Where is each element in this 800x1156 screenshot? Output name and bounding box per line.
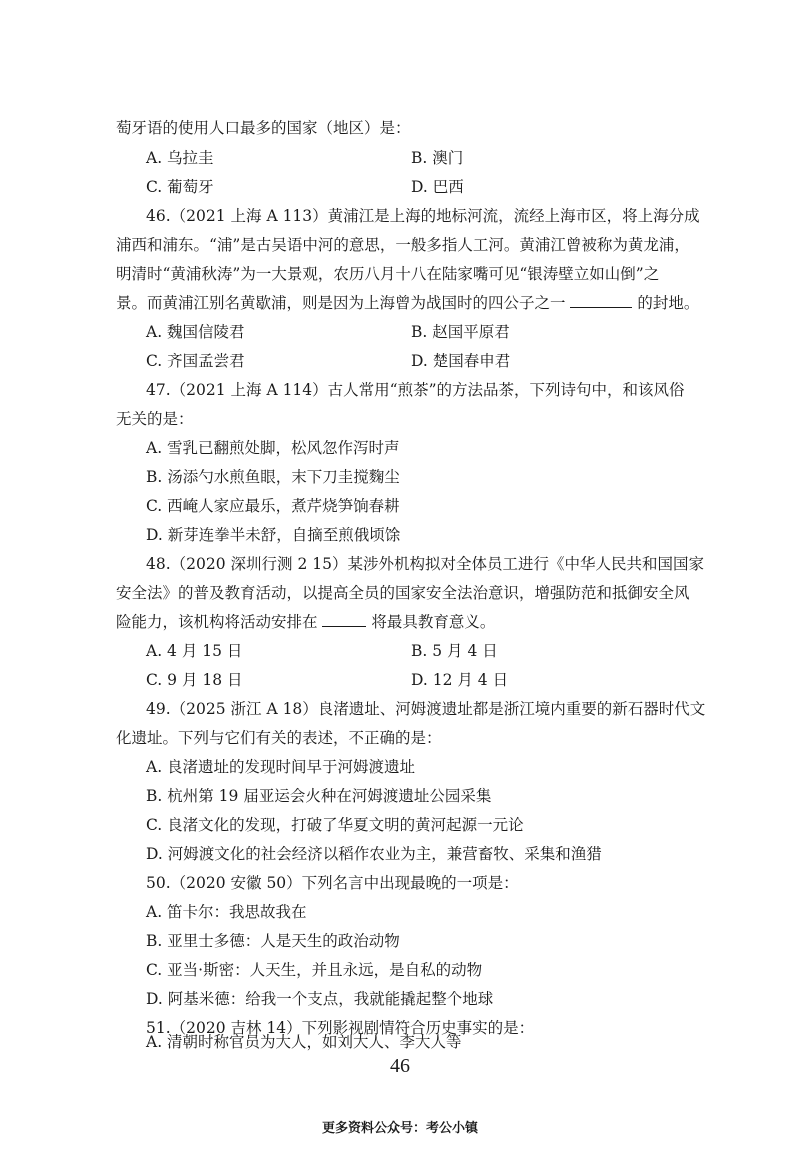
q46-option-b: B. 赵国平原君	[411, 323, 510, 341]
q46-option-c: C. 齐国孟尝君	[146, 352, 245, 370]
q48-option-c: C. 9 月 18 日	[146, 671, 243, 689]
q46-option-d: D. 楚国春申君	[411, 352, 511, 370]
q48-option-b: B. 5 月 4 日	[411, 642, 498, 660]
q49-stem-line1: 49.（2025 浙江 A 18）良渚遗址、河姆渡遗址都是浙江境内重要的新石器时代文	[146, 700, 706, 718]
q45-stem: 萄牙语的使用人口最多的国家（地区）是：	[116, 119, 411, 137]
q45-option-a: A. 乌拉圭	[146, 149, 214, 167]
q48-stem-line3-start: 险能力，该机构将活动安排在	[116, 613, 318, 631]
answer-blank	[570, 293, 632, 308]
footer-note: 更多资料公众号：考公小镇	[321, 1121, 478, 1136]
answer-blank	[322, 612, 366, 627]
q46-stem-line2: 浦西和浦东。“浦”是古吴语中河的意思，一般多指人工河。黄浦江曾被称为黄龙浦，	[116, 236, 690, 254]
q51-stem: 51.（2020 吉林 14）下列影视剧情符合历史事实的是：	[146, 1019, 535, 1037]
q46-stem-line4	[116, 293, 700, 313]
q50-option-c: C. 亚当·斯密：人天生，并且永远，是自私的动物	[146, 961, 483, 979]
q49-option-d: D. 河姆渡文化的社会经济以稻作农业为主，兼营畜牧、采集和渔猎	[146, 845, 602, 863]
q45-option-b: B. 澳门	[411, 149, 464, 167]
q50-option-d: D. 阿基米德：给我一个支点，我就能撬起整个地球	[146, 990, 494, 1008]
q48-stem-line2: 安全法》的普及教育活动，以提高全员的国家安全法治意识，增强防范和抵御安全风	[116, 584, 690, 602]
q49-option-b: B. 杭州第 19 届亚运会火种在河姆渡遗址公园采集	[146, 787, 492, 805]
q47-option-c: C. 西崦人家应最乐，煮芹烧笋饷春耕	[146, 497, 400, 515]
q48-option-a: A. 4 月 15 日	[146, 642, 243, 660]
q50-option-a: A. 笛卡尔：我思故我在	[146, 903, 307, 921]
q51-option-a: A. 清朝时称官员为大人，如刘大人、李大人等	[146, 1033, 462, 1051]
q46-option-a: A. 魏国信陵君	[146, 323, 245, 341]
q46-stem-line1: 46.（2021 上海 A 113）黄浦江是上海的地标河流，流经上海市区，将上海分成	[146, 207, 700, 225]
q48-option-d: D. 12 月 4 日	[411, 671, 509, 689]
q47-stem-line1: 47.（2021 上海 A 114）古人常用“煎茶”的方法品茶，下列诗句中，和该风俗	[146, 381, 685, 399]
q49-stem-line2: 化遗址。下列与它们有关的表述，不正确的是：	[116, 729, 442, 747]
q47-option-b: B. 汤添勺水煎鱼眼，末下刀圭搅麴尘	[146, 468, 400, 486]
q48-stem-line1: 48.（2020 深圳行测 2 15）某涉外机构拟对全体员工进行《中华人民共和国国家	[146, 555, 704, 573]
q47-option-d: D. 新芽连拳半未舒，自摘至煎俄顷馀	[146, 526, 401, 544]
q50-option-b: B. 亚里士多德：人是天生的政治动物	[146, 932, 400, 950]
q45-option-c: C. 葡萄牙	[146, 178, 214, 196]
q47-stem-line2: 无关的是：	[116, 410, 194, 428]
page-number: 46	[390, 1055, 410, 1077]
q46-stem-line4-start: 景。而黄浦江别名黄歇浦，则是因为上海曾为战国时的四公子之一	[116, 294, 566, 312]
q46-stem-line4-end: 的封地。	[637, 294, 700, 312]
q48-stem-line3	[116, 612, 696, 632]
q49-option-c: C. 良渚文化的发现，打破了华夏文明的黄河起源一元论	[146, 816, 524, 834]
q48-stem-line3-end: 将最具教育意义。	[371, 613, 496, 631]
q49-option-a: A. 良渚遗址的发现时间早于河姆渡遗址	[146, 758, 416, 776]
q47-option-a: A. 雪乳已翻煎处脚，松风忽作泻时声	[146, 439, 400, 457]
q50-stem: 50.（2020 安徽 50）下列名言中出现最晚的一项是：	[146, 874, 519, 892]
q46-stem-line3: 明清时“黄浦秋涛”为一大景观，农历八月十八在陆家嘴可见“银涛壁立如山倒”之	[116, 265, 660, 283]
q45-option-d: D. 巴西	[411, 178, 464, 196]
